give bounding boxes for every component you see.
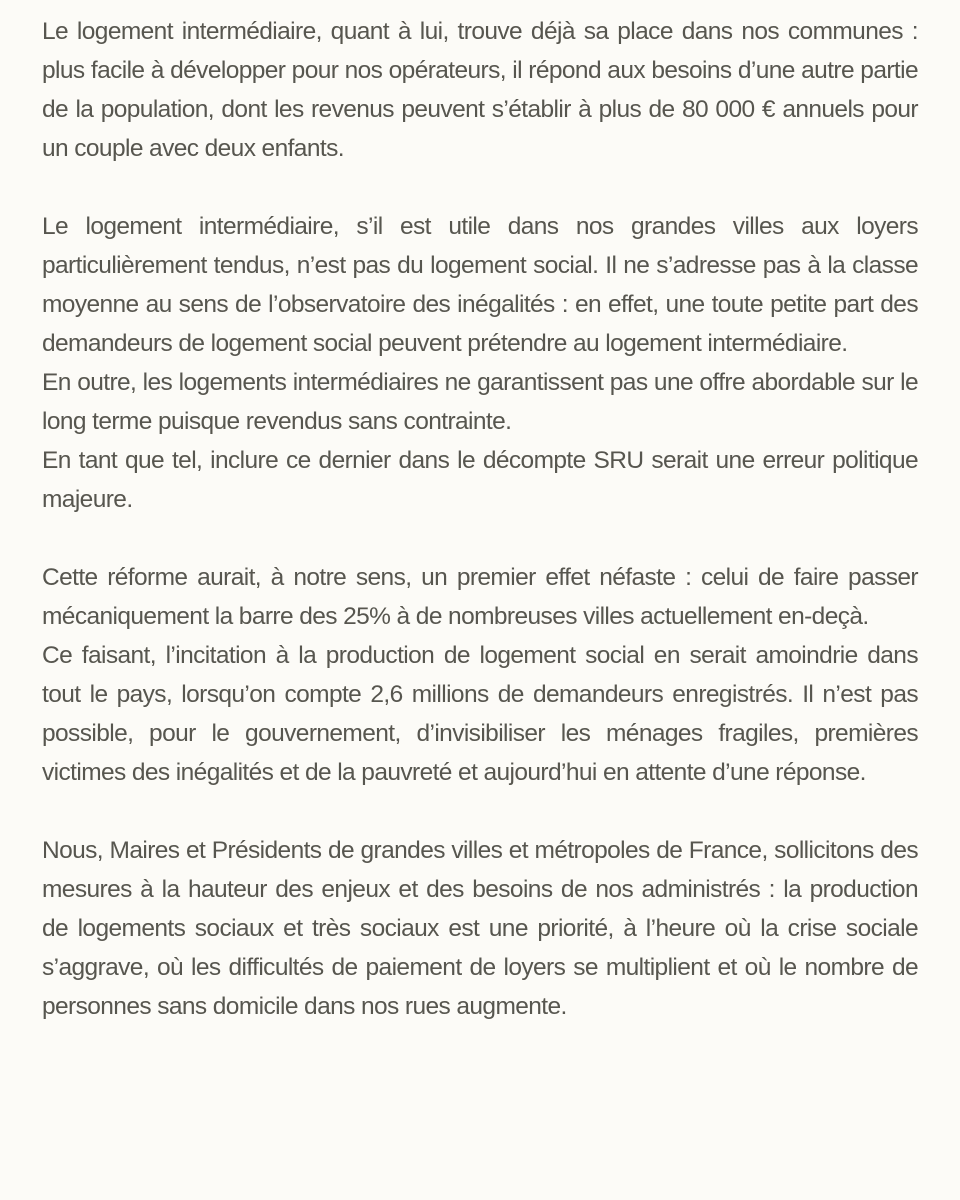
text-block-4	[42, 831, 918, 1026]
text-block-2	[42, 207, 918, 519]
text-block-1	[42, 12, 918, 168]
paragraph: Nous, Maires et Présidents de grandes villes et métropoles de France, sollicitons des mesures à la hauteur des enjeux et des besoins de nos administrés : la production de logements sociaux et très sociaux est une priorité, à l’heure où la crise sociale s’aggrave, où les difficultés de paiement de loyers se multiplient et où le nombre de personnes sans domicile dans nos rues augmente.	[42, 837, 918, 1020]
paragraph: Cette réforme aurait, à notre sens, un premier effet néfaste : celui de faire passer mécaniquement la barre des 25% à de nombreuses villes actuellement en-deçà.	[42, 564, 918, 630]
paragraph: Le logement intermédiaire, quant à lui, trouve déjà sa place dans nos communes : plus facile à développer pour nos opérateurs, il répond aux besoins d’une autre partie de la population, dont les revenus peuvent s’établir à plus de 80 000 € annuels pour un couple avec deux enfants.	[42, 18, 918, 162]
paragraph: En tant que tel, inclure ce dernier dans le décompte SRU serait une erreur politique majeure.	[42, 447, 918, 513]
paragraph: En outre, les logements intermédiaires ne garantissent pas une offre abordable sur le long terme puisque revendus sans contrainte.	[42, 369, 918, 435]
paragraph: Le logement intermédiaire, s’il est utile dans nos grandes villes aux loyers particulièrement tendus, n’est pas du logement social. Il ne s’adresse pas à la classe moyenne au sens de l’observatoire des inégalités : en effet, une toute petite part des demandeurs de logement social peuvent prétendre au logement intermédiaire.	[42, 213, 918, 357]
text-block-3	[42, 558, 918, 792]
paragraph: Ce faisant, l’incitation à la production de logement social en serait amoindrie dans tout le pays, lorsqu’on compte 2,6 millions de demandeurs enregistrés. Il n’est pas possible, pour le gouvernement, d’invisibiliser les ménages fragiles, premières victimes des inégalités et de la pauvreté et aujourd’hui en attente d’une réponse.	[42, 642, 918, 786]
